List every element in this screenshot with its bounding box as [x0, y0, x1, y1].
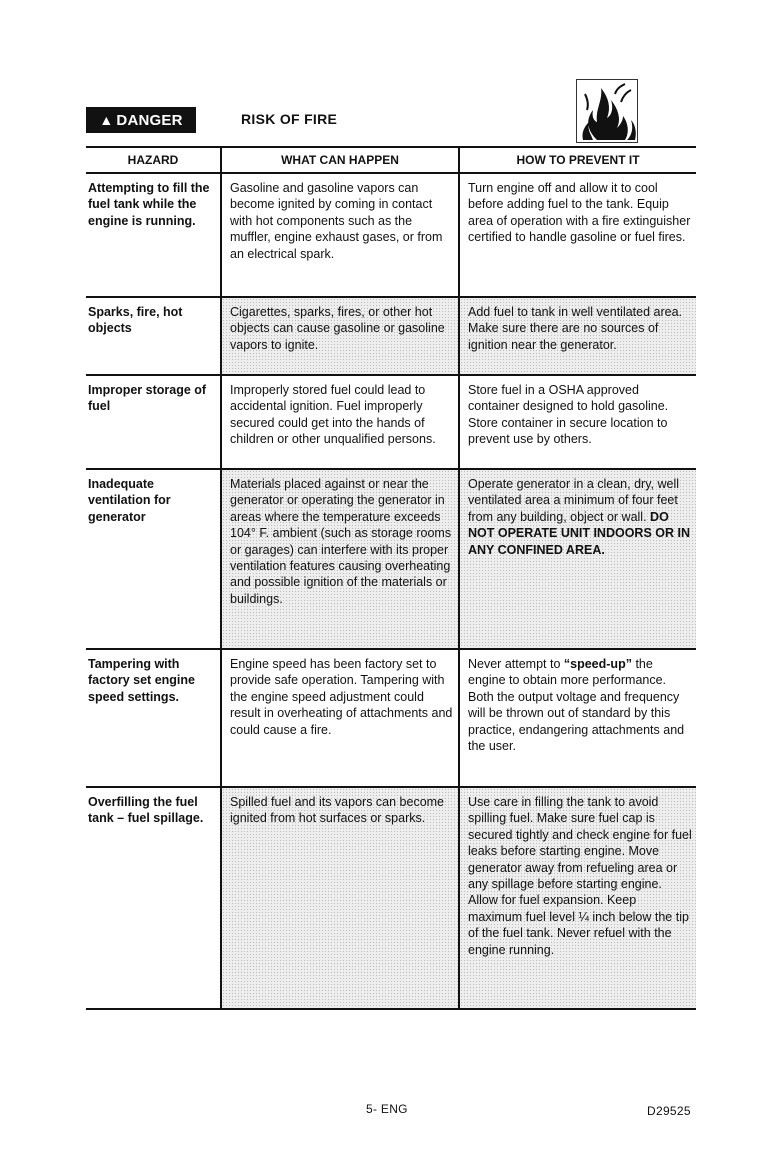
what-cell: Materials placed against or near the generator or operating the generator in areas where the temperature exceeds 104° F. ambient (such as storage rooms or garages) can interfere with its proper ventilation features causing overheating and possible ignition of the materials or buildings.	[221, 469, 459, 649]
fire-icon	[576, 79, 638, 143]
warning-triangle-icon: ▲	[99, 112, 114, 128]
hazard-cell: Inadequate ventilation for generator	[86, 469, 221, 649]
hazard-cell: Overfilling the fuel tank – fuel spillage.	[86, 787, 221, 1009]
hazard-cell: Tampering with factory set engine speed settings.	[86, 649, 221, 787]
column-header-hazard: HAZARD	[86, 147, 221, 173]
hazard-cell: Sparks, fire, hot objects	[86, 297, 221, 375]
what-cell: Gasoline and gasoline vapors can become ignited by coming in contact with hot components such as the muffler, engine exhaust gases, or from an electrical spark.	[221, 173, 459, 297]
table-row	[86, 787, 696, 1009]
table-row	[86, 297, 696, 375]
document-code: D29525	[647, 1104, 691, 1118]
what-cell: Spilled fuel and its vapors can become ignited from hot surfaces or sparks.	[221, 787, 459, 1009]
prevent-text: the engine to obtain more performance. Both the output voltage and frequency will be thrown out of standard by this practice, endangering attachments and the user.	[468, 657, 685, 754]
table-row	[86, 649, 696, 787]
hazard-cell: Improper storage of fuel	[86, 375, 221, 469]
danger-badge	[86, 107, 196, 133]
danger-label: DANGER	[116, 111, 183, 129]
prevent-cell: Store fuel in a OSHA approved container designed to hold gasoline. Store container in secure location to prevent use by others.	[459, 375, 696, 469]
prevent-cell: Use care in filling the tank to avoid spilling fuel. Make sure fuel cap is secured tightly and check engine for fuel leaks before starting engine. Move generator away from refueling area or any spillage before starting engine. Allow for fuel expansion. Keep maximum fuel level ¼ inch below the tip of the fuel tank. Never refuel with the engine running.	[459, 787, 696, 1009]
prevent-emphasis: “speed-up”	[563, 657, 632, 671]
what-cell: Cigarettes, sparks, fires, or other hot objects can cause gasoline or gasoline vapors to ignite.	[221, 297, 459, 375]
risk-title: RISK OF FIRE	[241, 111, 338, 127]
prevent-warning: DO NOT OPERATE UNIT INDOORS OR IN ANY CONFINED AREA.	[468, 509, 690, 557]
prevent-cell: Turn engine off and allow it to cool before adding fuel to the tank. Equip area of operation with a fire extinguisher certified to handle gasoline or fuel fires.	[459, 173, 696, 297]
table-row	[86, 469, 696, 649]
prevent-cell	[459, 469, 696, 649]
table-header-row	[86, 147, 696, 173]
column-header-prevent: HOW TO PREVENT IT	[459, 147, 696, 173]
hazard-table	[86, 146, 696, 1010]
what-cell: Improperly stored fuel could lead to accidental ignition. Fuel improperly secured could get into the hands of children or other unqualified persons.	[221, 375, 459, 469]
table-row	[86, 375, 696, 469]
prevent-text: Operate generator in a clean, dry, well ventilated area a minimum of four feet from any building, object or wall.	[468, 477, 679, 524]
what-cell: Engine speed has been factory set to provide safe operation. Tampering with the engine speed adjustment could result in overheating of attachments and could cause a fire.	[221, 649, 459, 787]
page-number: 5- ENG	[366, 1102, 408, 1116]
hazard-cell: Attempting to fill the fuel tank while the engine is running.	[86, 173, 221, 297]
prevent-cell: Add fuel to tank in well ventilated area. Make sure there are no sources of ignition near the generator.	[459, 297, 696, 375]
prevent-prefix: Never attempt to	[468, 657, 561, 671]
column-header-what: WHAT CAN HAPPEN	[221, 147, 459, 173]
table-row	[86, 173, 696, 297]
prevent-cell	[459, 649, 696, 787]
